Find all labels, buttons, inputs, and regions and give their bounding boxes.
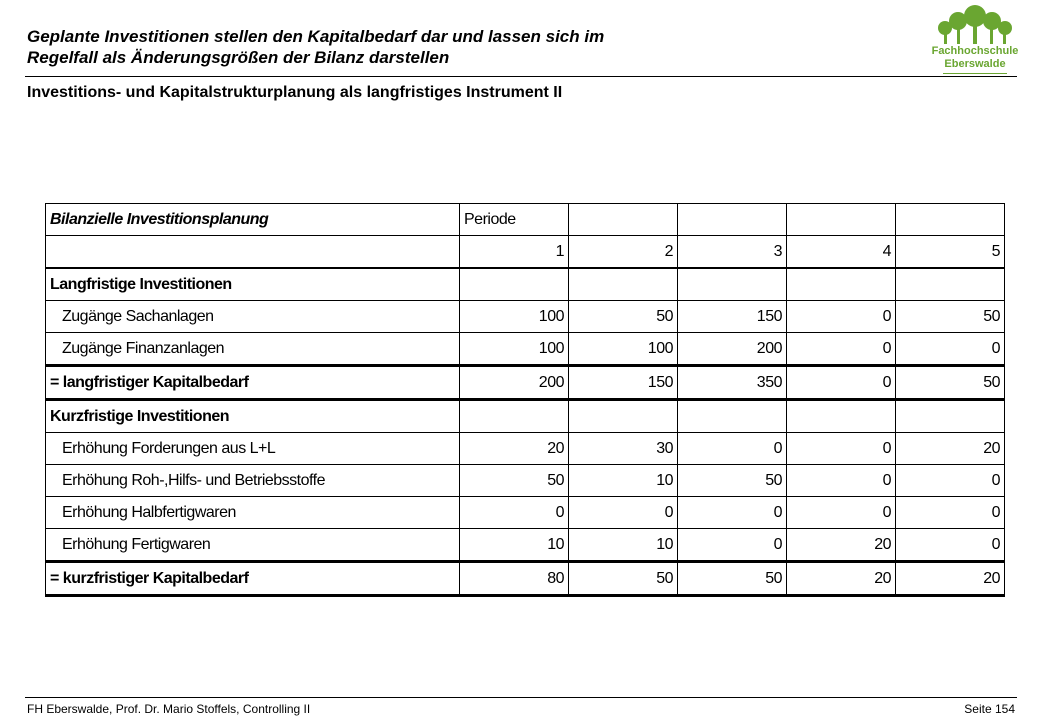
- value-cell: 0: [896, 333, 1005, 366]
- fh-eberswalde-logo: [925, 2, 1025, 74]
- slide-title-line-1: Geplante Investitionen stellen den Kapitalbedarf dar und lassen sich im: [27, 27, 605, 46]
- value-cell: 10: [569, 529, 678, 562]
- total-label-cell: = langfristiger Kapitalbedarf: [46, 366, 460, 400]
- total-value-cell: 0: [787, 366, 896, 400]
- value-cell: 0: [896, 497, 1005, 529]
- slide-title-line-2: Regelfall als Änderungsgrößen der Bilanz darstellen: [27, 48, 450, 67]
- value-cell: 10: [460, 529, 569, 562]
- total-label-cell: = kurzfristiger Kapitalbedarf: [46, 562, 460, 596]
- slide-subtitle: Investitions- und Kapitalstrukturplanung als langfristiges Instrument II: [27, 84, 563, 101]
- footer-page-number: Seite 154: [964, 702, 1015, 716]
- total-value-cell: 50: [569, 562, 678, 596]
- value-cell: 150: [678, 301, 787, 333]
- period-number-cell: 4: [787, 236, 896, 269]
- row-label-cell: Zugänge Finanzanlagen: [46, 333, 460, 366]
- logo-text-line-2: Eberswalde: [944, 58, 1006, 70]
- footer-divider: [25, 697, 1017, 698]
- section-heading-cell: Langfristige Investitionen: [46, 268, 460, 301]
- slide-title: [27, 26, 887, 68]
- footer-author: FH Eberswalde, Prof. Dr. Mario Stoffels, Controlling II: [27, 702, 311, 716]
- total-value-cell: 50: [896, 366, 1005, 400]
- value-cell: 100: [569, 333, 678, 366]
- value-cell: 20: [787, 529, 896, 562]
- value-cell: 0: [569, 497, 678, 529]
- value-cell: 0: [787, 301, 896, 333]
- section-heading-row: [46, 268, 1005, 301]
- value-cell: 0: [787, 433, 896, 465]
- total-row: [46, 366, 1005, 400]
- empty-cell: [896, 400, 1005, 433]
- logo-text: [925, 45, 1025, 71]
- total-value-cell: 20: [896, 562, 1005, 596]
- period-number-cell: 5: [896, 236, 1005, 269]
- row-label-cell: Erhöhung Halbfertigwaren: [46, 497, 460, 529]
- total-row: [46, 562, 1005, 596]
- value-cell: 0: [787, 333, 896, 366]
- value-cell: 0: [678, 529, 787, 562]
- value-cell: 0: [896, 465, 1005, 497]
- value-cell: 10: [569, 465, 678, 497]
- empty-cell: [787, 400, 896, 433]
- total-value-cell: 200: [460, 366, 569, 400]
- value-cell: 20: [896, 433, 1005, 465]
- total-value-cell: 20: [787, 562, 896, 596]
- period-label-cell: Periode: [460, 204, 569, 236]
- table-row: [46, 333, 1005, 366]
- period-number-cell: 3: [678, 236, 787, 269]
- table-row: [46, 465, 1005, 497]
- value-cell: 0: [460, 497, 569, 529]
- period-number-cell: 1: [460, 236, 569, 269]
- value-cell: 50: [678, 465, 787, 497]
- table-row: [46, 433, 1005, 465]
- value-cell: 30: [569, 433, 678, 465]
- row-label-cell: Erhöhung Fertigwaren: [46, 529, 460, 562]
- empty-cell: [787, 204, 896, 236]
- row-label-cell: Erhöhung Forderungen aus L+L: [46, 433, 460, 465]
- tree-logo-icon: [925, 2, 1025, 46]
- header-divider: [25, 76, 1017, 77]
- value-cell: 0: [678, 497, 787, 529]
- section-heading-cell: Kurzfristige Investitionen: [46, 400, 460, 433]
- value-cell: 0: [787, 497, 896, 529]
- table-row: [46, 301, 1005, 333]
- value-cell: 0: [787, 465, 896, 497]
- logo-underline: [943, 73, 1007, 74]
- value-cell: 0: [678, 433, 787, 465]
- empty-cell: [896, 204, 1005, 236]
- value-cell: 100: [460, 301, 569, 333]
- empty-cell: [896, 268, 1005, 301]
- empty-cell: [678, 268, 787, 301]
- empty-cell: [569, 400, 678, 433]
- row-label-cell: Zugänge Sachanlagen: [46, 301, 460, 333]
- value-cell: 50: [569, 301, 678, 333]
- value-cell: 50: [896, 301, 1005, 333]
- section-heading-row: [46, 400, 1005, 433]
- empty-cell: [46, 236, 460, 269]
- period-numbers-row: [46, 236, 1005, 269]
- investment-planning-table: [45, 203, 1005, 597]
- table-title-cell: Bilanzielle Investitionsplanung: [46, 204, 460, 236]
- empty-cell: [569, 204, 678, 236]
- value-cell: 0: [896, 529, 1005, 562]
- value-cell: 20: [460, 433, 569, 465]
- total-value-cell: 350: [678, 366, 787, 400]
- empty-cell: [678, 400, 787, 433]
- logo-text-line-1: Fachhochschule: [931, 45, 1019, 57]
- value-cell: 100: [460, 333, 569, 366]
- table-row: [46, 529, 1005, 562]
- empty-cell: [460, 268, 569, 301]
- empty-cell: [460, 400, 569, 433]
- period-number-cell: 2: [569, 236, 678, 269]
- row-label-cell: Erhöhung Roh-,Hilfs- und Betriebsstoffe: [46, 465, 460, 497]
- table-header-row: [46, 204, 1005, 236]
- total-value-cell: 50: [678, 562, 787, 596]
- value-cell: 50: [460, 465, 569, 497]
- empty-cell: [787, 268, 896, 301]
- total-value-cell: 150: [569, 366, 678, 400]
- table-row: [46, 497, 1005, 529]
- total-value-cell: 80: [460, 562, 569, 596]
- empty-cell: [569, 268, 678, 301]
- empty-cell: [678, 204, 787, 236]
- value-cell: 200: [678, 333, 787, 366]
